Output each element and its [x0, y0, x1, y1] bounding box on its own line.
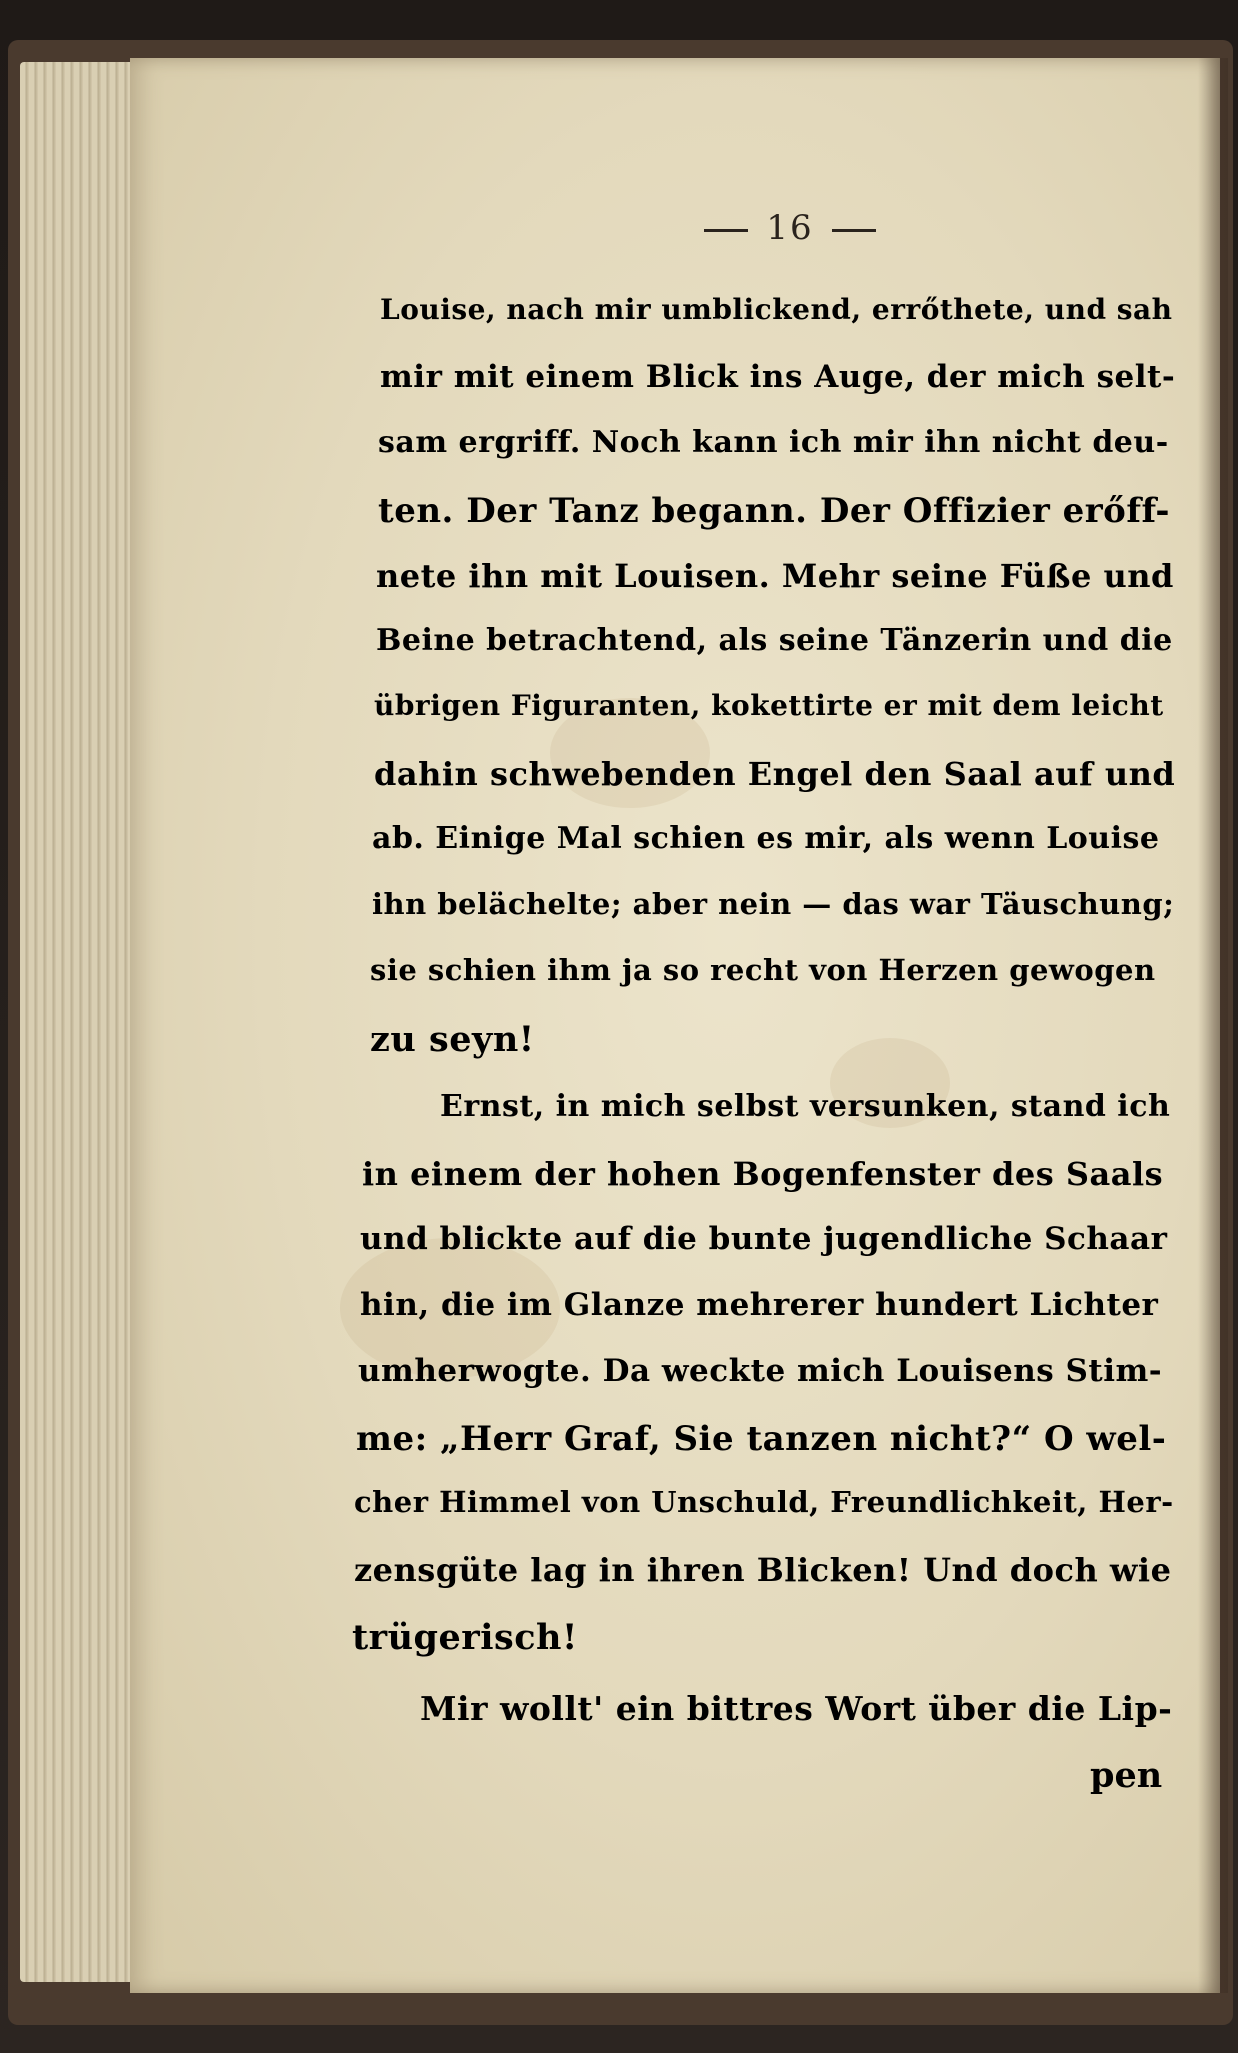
text-line: zu seyn! — [370, 1019, 535, 1060]
text-line: Ernst, in mich selbst versunken, stand ich — [440, 1089, 1171, 1124]
page-number-dash-right — [832, 229, 876, 232]
text-line: me: „Herr Graf, Sie tanzen nicht?“ O wel- — [356, 1419, 1167, 1459]
page-gutter-shadow — [1198, 58, 1228, 1993]
text-line: ten. Der Tanz begann. Der Offizier erőff- — [378, 491, 1170, 531]
text-line: und blickte auf die bunte jugendliche Schaar — [360, 1221, 1168, 1257]
text-line: sie schien ihm ja so recht von Herzen gewogen — [370, 953, 1156, 987]
page-number-value: 16 — [766, 208, 814, 248]
page-number — [670, 208, 910, 248]
text-line: übrigen Figuranten, kokettirte er mit dem leicht — [374, 689, 1164, 722]
page-number-dash-left — [704, 229, 748, 232]
text-line: zensgüte lag in ihren Blicken! Und doch wie — [354, 1551, 1172, 1589]
text-line: Louise, nach mir umblickend, errőthete, und sah — [380, 293, 1173, 326]
text-line: dahin schwebenden Engel den Saal auf und — [374, 755, 1176, 793]
text-line: ihn belächelte; aber nein — das war Täuschung; — [372, 887, 1175, 921]
text-line: nete ihn mit Louisen. Mehr seine Füße und — [376, 557, 1174, 595]
text-line: Mir wollt' ein bittres Wort über die Lip- — [420, 1689, 1173, 1728]
text-line: hin, die im Glanze mehrerer hundert Lichter — [360, 1287, 1159, 1323]
catchword: pen — [1090, 1755, 1163, 1796]
text-line: in einem der hohen Bogenfenster des Saals — [362, 1155, 1164, 1193]
text-line: Beine betrachtend, als seine Tänzerin und die — [376, 623, 1173, 658]
text-line: cher Himmel von Unschuld, Freundlichkeit, Her- — [354, 1485, 1174, 1519]
text-line: ab. Einige Mal schien es mir, als wenn Louise — [372, 821, 1160, 856]
text-line: mir mit einem Blick ins Auge, der mich selt- — [380, 359, 1176, 395]
text-line: trügerisch! — [352, 1617, 578, 1658]
text-line: sam ergriff. Noch kann ich mir ihn nicht deu- — [378, 425, 1169, 460]
text-line: umherwogte. Da weckte mich Louisens Stim- — [358, 1353, 1163, 1389]
